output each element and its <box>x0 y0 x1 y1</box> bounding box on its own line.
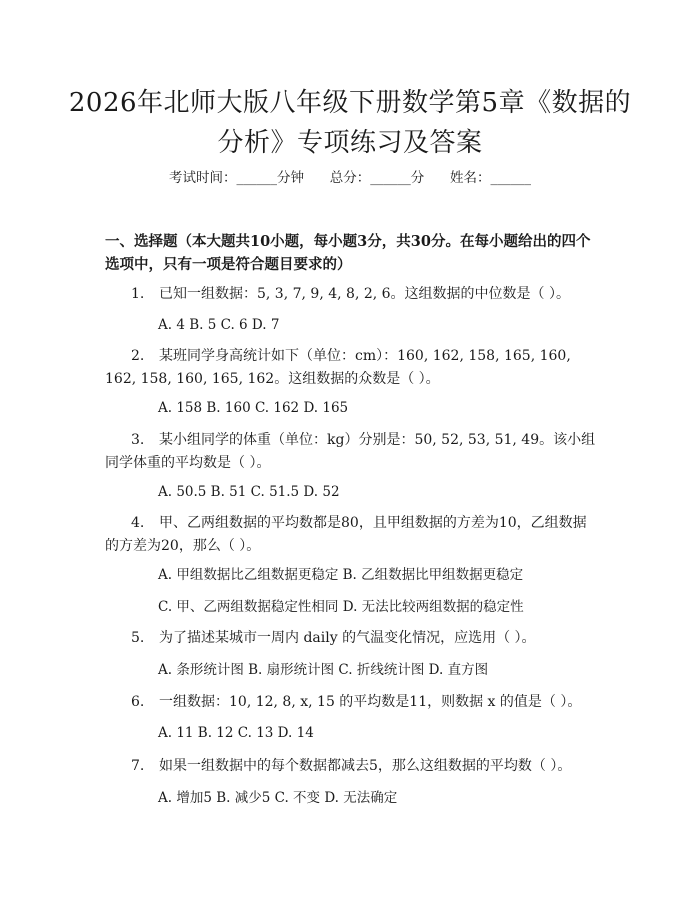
question-5 <box>105 627 600 650</box>
question-number: 3. <box>131 432 145 448</box>
question-number: 6. <box>131 694 145 710</box>
question-text: 甲、乙两组数据的平均数都是80，且甲组数据的方差为10，乙组数据的方差为20，那么（ ）。 <box>105 515 587 554</box>
question-1 <box>105 283 600 306</box>
question-text: 已知一组数据：5, 3, 7, 9, 4, 8, 2, 6。这组数据的中位数是（ ）。 <box>159 286 571 302</box>
question-text: 某班同学身高统计如下（单位：cm）：160, 162, 158, 165, 160, 162, 158, 160, 165, 162。这组数据的众数是（ ）。 <box>105 348 571 387</box>
question-text: 某小组同学的体重（单位：kg）分别是：50, 52, 53, 51, 49。该小组同学体重的平均数是（ ）。 <box>105 432 596 471</box>
exam-info-line: 考试时间：______分钟 总分：______分 姓名：______ <box>169 170 531 186</box>
question-text: 如果一组数据中的每个数据都减去5，那么这组数据的平均数（ ）。 <box>159 758 572 774</box>
question-number: 7. <box>131 758 145 774</box>
question-4 <box>105 512 600 558</box>
section-heading: 一、选择题（本大题共10小题，每小题3分，共30分。在每小题给出的四个选项中，只有一项是符合题目要求的） <box>105 233 591 273</box>
document-title: 2026年北师大版八年级下册数学第5章《数据的分析》专项练习及答案 <box>68 88 632 158</box>
question-4-options-ab: A. 甲组数据比乙组数据更稳定 B. 乙组数据比甲组数据更稳定 <box>158 567 524 583</box>
question-number: 1. <box>131 286 145 302</box>
question-number: 4. <box>131 515 145 531</box>
question-7-options: A. 增加5 B. 减少5 C. 不变 D. 无法确定 <box>158 790 398 806</box>
question-text: 为了描述某城市一周内 daily 的气温变化情况，应选用（ ）。 <box>159 630 536 646</box>
question-2 <box>105 345 600 391</box>
question-6 <box>105 691 600 714</box>
question-6-options: A. 11 B. 12 C. 13 D. 14 <box>158 725 314 741</box>
question-5-options: A. 条形统计图 B. 扇形统计图 C. 折线统计图 D. 直方图 <box>158 662 489 678</box>
question-7 <box>105 755 600 778</box>
question-text: 一组数据：10, 12, 8, x, 15 的平均数是11，则数据 x 的值是（ ）。 <box>159 694 582 710</box>
question-number: 2. <box>131 348 145 364</box>
question-3-options: A. 50.5 B. 51 C. 51.5 D. 52 <box>158 484 340 500</box>
question-number: 5. <box>131 630 145 646</box>
question-1-options: A. 4 B. 5 C. 6 D. 7 <box>158 317 280 333</box>
question-4-options-cd: C. 甲、乙两组数据稳定性相同 D. 无法比较两组数据的稳定性 <box>158 599 524 615</box>
question-2-options: A. 158 B. 160 C. 162 D. 165 <box>158 400 349 416</box>
question-3 <box>105 429 600 475</box>
